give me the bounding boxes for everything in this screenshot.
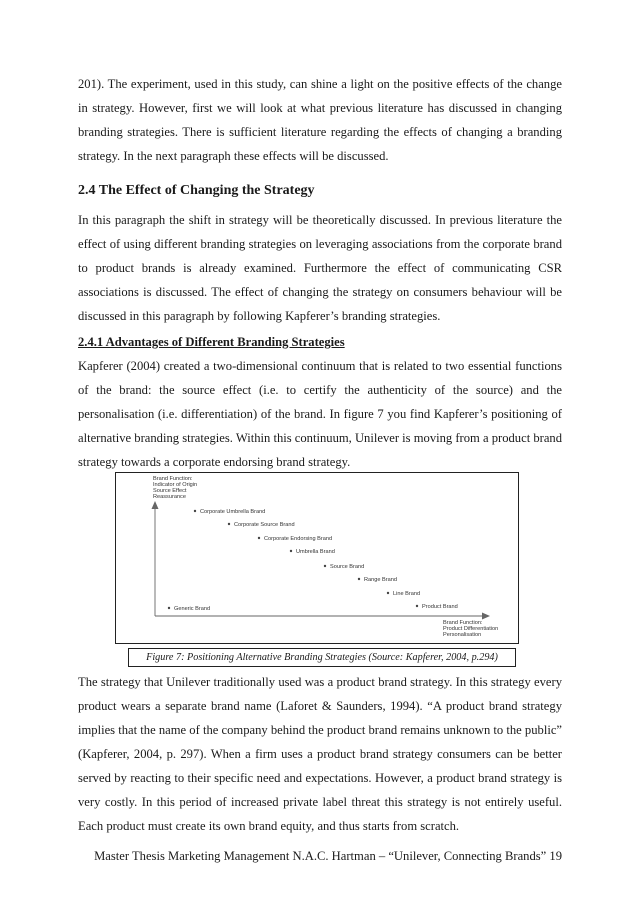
point-range-brand	[358, 578, 360, 580]
x-axis-label-line-2: Product Differentiation	[443, 626, 499, 632]
point-umbrella-brand	[290, 550, 292, 552]
y-axis-label-line-1: Brand Function:	[153, 476, 193, 482]
figure-caption: Figure 7: Positioning Alternative Branding Strategies (Source: Kapferer, 2004, p.294)	[128, 648, 516, 667]
branding-continuum-diagram	[116, 473, 518, 643]
section-paragraph: In this paragraph the shift in strategy will be theoretically discussed. In previous literature the effect of using different branding strategies on leveraging associations from the corporate brand to product brands is already examined. Furthermore the effect of communicating CSR associations is discussed. The effect of changing the strategy on consumers behaviour will be discussed in this paragraph by following Kapferer’s branding strategies.	[78, 213, 562, 323]
label-umbrella-brand: Umbrella Brand	[296, 549, 335, 555]
label-line-brand: Line Brand	[393, 591, 421, 597]
point-corporate-endorsing-brand	[258, 537, 260, 539]
label-corporate-source-brand: Corporate Source Brand	[234, 522, 295, 528]
kapferer-paragraph: Kapferer (2004) created a two-dimensional continuum that is related to two essential functions of the brand: the source effect (i.e. to certify the authenticity of the source) and the personalisation (i.e. differentiation) of the brand. In figure 7 you find Kapferer’s positioning of alternative branding strategies. Within this continuum, Unilever is moving from a product brand strategy towards a corporate endorsing brand strategy.	[78, 359, 563, 469]
label-corporate-endorsing-brand: Corporate Endorsing Brand	[264, 536, 333, 542]
point-generic-brand	[168, 607, 170, 609]
point-corporate-umbrella-brand	[194, 510, 196, 512]
point-product-brand	[416, 605, 418, 607]
label-product-brand: Product Brand	[422, 604, 458, 610]
point-source-brand	[324, 565, 326, 567]
y-axis-label-line-4: Reassurance	[153, 494, 186, 500]
y-axis-label-line-3: Source Effect	[153, 488, 187, 494]
label-range-brand: Range Brand	[364, 577, 397, 583]
section-heading: 2.4 The Effect of Changing the Strategy	[78, 183, 315, 198]
label-source-brand: Source Brand	[330, 564, 365, 570]
label-corporate-umbrella-brand: Corporate Umbrella Brand	[200, 509, 266, 515]
point-line-brand	[387, 592, 389, 594]
product-brand-paragraph: The strategy that Unilever traditionally used was a product brand strategy. In this strategy every product wears a separate brand name (Laforet & Saunders, 1994). “A product brand strategy implies that the name of the company behind the product brand remains unknown to the public” (Kapferer, 2004, p. 297). When a firm uses a product brand strategy consumers can be better served by reacting to their specific need and expectations. However, a product brand strategy is very costly. In this period of increased private label threat this strategy is not entirely useful. Each product must create its own brand equity, and thus starts from scratch.	[78, 675, 562, 833]
label-generic-brand: Generic Brand	[174, 606, 211, 612]
y-axis-arrow-icon	[152, 501, 159, 509]
point-corporate-source-brand	[228, 523, 230, 525]
figure-7	[115, 472, 519, 644]
x-axis-label-line-1: Brand Function:	[443, 620, 483, 626]
intro-paragraph: 201). The experiment, used in this study, can shine a light on the positive effects of the change in strategy. However, first we will look at what previous literature has discussed in changing branding strategies. There is sufficient literature regarding the effects of changing a branding strategy. In the next paragraph these effects will be discussed.	[78, 77, 562, 163]
x-axis-label-line-3: Personalisation	[443, 632, 482, 638]
y-axis-label-line-2: Indicator of Origin	[153, 482, 198, 488]
subsection-heading: 2.4.1 Advantages of Different Branding Strategies	[78, 335, 345, 349]
page-footer: Master Thesis Marketing Management N.A.C. Hartman – “Unilever, Connecting Brands” 19	[94, 849, 562, 863]
x-axis-arrow-icon	[482, 613, 490, 620]
